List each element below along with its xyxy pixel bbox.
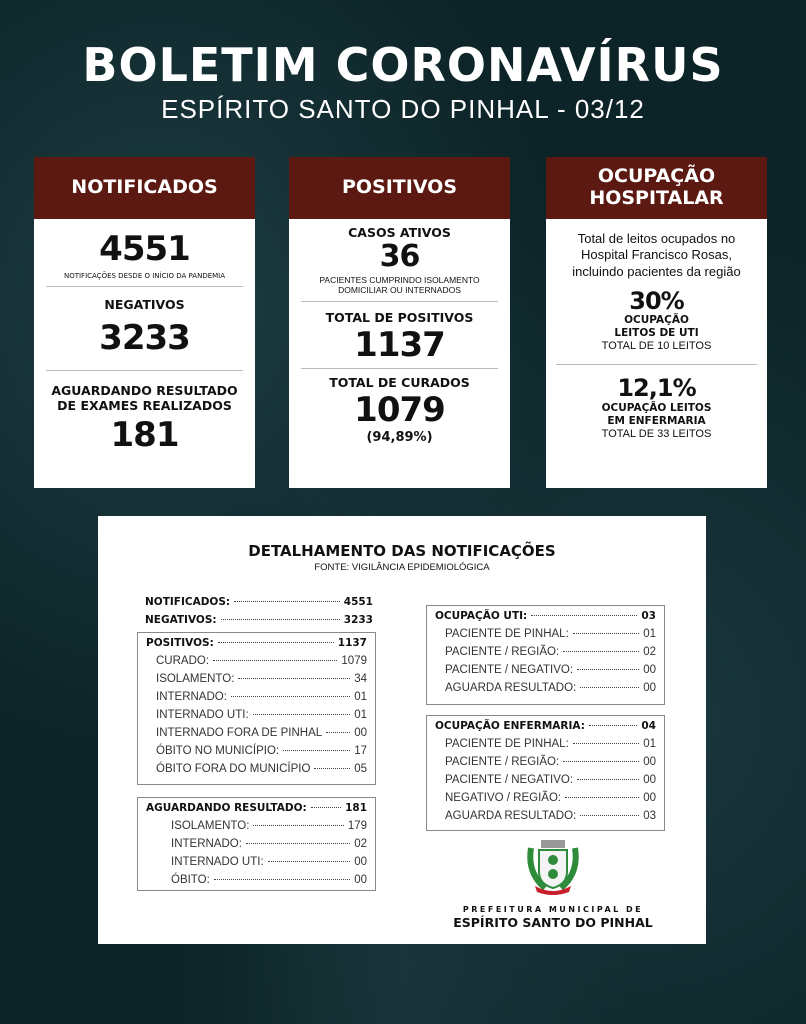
card-header: POSITIVOS — [289, 157, 510, 219]
ward-label: EM ENFERMARIA — [607, 414, 706, 427]
dot-leader — [238, 678, 350, 679]
item-label: ISOLAMENTO: — [171, 820, 250, 832]
item-value: 02 — [354, 838, 367, 850]
list-item — [435, 774, 656, 792]
item-value: 00 — [643, 664, 656, 676]
list-item — [146, 727, 367, 745]
description: Hospital Francisco Rosas, — [581, 247, 732, 263]
item-label: INTERNADO UTI: — [156, 709, 249, 721]
item-value: 01 — [354, 691, 367, 703]
item-label: PACIENTE / NEGATIVO: — [445, 664, 574, 676]
card-ocupacao — [546, 157, 767, 488]
list-item — [146, 874, 367, 892]
dot-leader — [565, 797, 639, 798]
summary-list — [145, 596, 373, 632]
item-value: 1079 — [341, 655, 367, 667]
list-item — [146, 655, 367, 673]
dot-leader — [573, 743, 639, 744]
list-item — [435, 628, 656, 646]
header-line: HOSPITALAR — [589, 187, 724, 209]
description: incluindo pacientes da região — [572, 263, 741, 279]
list-item — [146, 673, 367, 691]
dot-leader — [311, 807, 341, 808]
cured-percent: (94,89%) — [366, 429, 433, 445]
dot-leader — [221, 619, 340, 620]
item-value: 181 — [345, 802, 367, 814]
dot-leader — [580, 687, 639, 688]
notified-caption: NOTIFICAÇÕES DESDE O INÍCIO DA PANDEMIA — [63, 272, 226, 281]
negatives-value: 3233 — [99, 318, 190, 359]
dot-leader — [580, 815, 639, 816]
list-item — [435, 610, 656, 628]
item-value: 00 — [354, 856, 367, 868]
item-label: ÓBITO NO MUNICÍPIO: — [156, 745, 280, 757]
list-item — [435, 682, 656, 700]
total-positive-label: TOTAL DE POSITIVOS — [325, 310, 474, 325]
list-item — [435, 792, 656, 810]
municipal-coat-of-arms-icon — [525, 838, 581, 896]
item-label: PACIENTE DE PINHAL: — [445, 738, 569, 750]
item-label: AGUARDA RESULTADO: — [445, 810, 577, 822]
divider — [301, 368, 498, 369]
list-item — [146, 763, 367, 781]
total-positive-value: 1137 — [354, 325, 445, 365]
dot-leader — [577, 779, 639, 780]
list-item — [145, 596, 373, 614]
item-label: ÓBITO: — [171, 874, 210, 886]
footer-line2: ESPÍRITO SANTO DO PINHAL — [453, 915, 653, 930]
uti-label: LEITOS DE UTI — [614, 327, 699, 340]
item-value: 17 — [354, 745, 367, 757]
awaiting-label: DE EXAMES REALIZADOS — [57, 397, 232, 413]
list-item — [435, 738, 656, 756]
list-item — [435, 810, 656, 828]
ward-percent: 12,1% — [617, 374, 696, 403]
list-item — [435, 664, 656, 682]
dot-leader — [214, 879, 350, 880]
item-label: ÓBITO FORA DO MUNICÍPIO — [156, 763, 311, 775]
footer-line1: PREFEITURA MUNICIPAL DE — [462, 905, 644, 914]
awaiting-label: AGUARDANDO RESULTADO — [51, 382, 238, 398]
dot-leader — [573, 633, 639, 634]
list-item — [435, 720, 656, 738]
divider — [46, 370, 243, 371]
item-value: 4551 — [343, 596, 373, 608]
item-value: 03 — [641, 610, 656, 622]
dot-leader — [283, 750, 350, 751]
item-value: 1137 — [337, 637, 367, 649]
enfermaria-box — [426, 715, 665, 831]
item-value: 34 — [354, 673, 367, 685]
active-caption: PACIENTES CUMPRINDO ISOLAMENTO — [319, 275, 480, 285]
list-item — [146, 709, 367, 727]
dot-leader — [531, 615, 637, 616]
item-label: OCUPAÇÃO UTI: — [435, 610, 528, 622]
item-label: PACIENTE DE PINHAL: — [445, 628, 569, 640]
item-value: 179 — [347, 820, 367, 832]
card-notificados — [34, 157, 255, 488]
active-caption: DOMICILIAR OU INTERNADOS — [338, 285, 461, 295]
card-header — [546, 157, 767, 219]
item-label: PACIENTE / REGIÃO: — [445, 756, 560, 768]
dot-leader — [326, 732, 350, 733]
positivos-box — [137, 632, 376, 785]
dot-leader — [246, 843, 350, 844]
list-item — [146, 856, 367, 874]
page-subtitle: ESPÍRITO SANTO DO PINHAL - 03/12 — [161, 94, 645, 124]
item-value: 00 — [354, 874, 367, 886]
dot-leader — [253, 714, 351, 715]
list-item — [435, 646, 656, 664]
dot-leader — [563, 761, 639, 762]
item-label: INTERNADO: — [171, 838, 242, 850]
item-value: 00 — [354, 727, 367, 739]
list-item — [146, 820, 367, 838]
dot-leader — [218, 642, 334, 643]
awaiting-value: 181 — [110, 414, 179, 455]
item-label: INTERNADO FORA DE PINHAL — [156, 727, 323, 739]
item-value: 03 — [643, 810, 656, 822]
item-label: PACIENTE / REGIÃO: — [445, 646, 560, 658]
item-value: 05 — [354, 763, 367, 775]
ward-total: TOTAL DE 33 LEITOS — [601, 427, 712, 440]
uti-total: TOTAL DE 10 LEITOS — [601, 340, 712, 353]
list-item — [146, 802, 367, 820]
divider — [556, 364, 757, 365]
dot-leader — [563, 651, 639, 652]
description: Total de leitos ocupados no — [577, 231, 736, 246]
divider — [301, 301, 498, 302]
item-label: POSITIVOS: — [146, 637, 214, 649]
item-label: NEGATIVO / REGIÃO: — [445, 792, 562, 804]
card-positivos — [289, 157, 510, 488]
list-item — [435, 756, 656, 774]
list-item — [146, 637, 367, 655]
list-item — [146, 745, 367, 763]
item-label: ISOLAMENTO: — [156, 673, 235, 685]
item-label: OCUPAÇÃO ENFERMARIA: — [435, 720, 585, 732]
card-header: NOTIFICADOS — [34, 157, 255, 219]
item-label: INTERNADO UTI: — [171, 856, 264, 868]
item-label: AGUARDA RESULTADO: — [445, 682, 577, 694]
item-label: PACIENTE / NEGATIVO: — [445, 774, 574, 786]
item-value: 02 — [643, 646, 656, 658]
detail-source: FONTE: VIGILÂNCIA EPIDEMIOLÓGICA — [314, 562, 490, 573]
detail-panel — [98, 516, 706, 944]
item-label: CURADO: — [156, 655, 210, 667]
item-value: 00 — [643, 756, 656, 768]
list-item — [146, 691, 367, 709]
item-value: 01 — [643, 628, 656, 640]
item-value: 04 — [641, 720, 656, 732]
notified-total: 4551 — [99, 229, 190, 269]
item-value: 01 — [354, 709, 367, 721]
dot-leader — [253, 825, 343, 826]
uti-percent: 30% — [629, 286, 684, 315]
uti-label: OCUPAÇÃO — [624, 314, 689, 327]
dot-leader — [268, 861, 351, 862]
detail-title: DETALHAMENTO DAS NOTIFICAÇÕES — [248, 542, 556, 560]
cured-value: 1079 — [354, 390, 445, 431]
item-label: NOTIFICADOS: — [145, 596, 231, 608]
item-value: 00 — [643, 682, 656, 694]
active-label: CASOS ATIVOS — [348, 225, 451, 240]
negatives-label: NEGATIVOS — [104, 297, 185, 313]
dot-leader — [234, 601, 340, 602]
active-value: 36 — [379, 239, 420, 274]
divider — [46, 286, 243, 287]
list-item — [146, 838, 367, 856]
header-line: OCUPAÇÃO — [597, 165, 716, 188]
item-label: INTERNADO: — [156, 691, 227, 703]
item-label: NEGATIVOS: — [145, 614, 217, 626]
dot-leader — [589, 725, 637, 726]
item-value: 00 — [643, 792, 656, 804]
dot-leader — [314, 768, 350, 769]
ward-label: OCUPAÇÃO LEITOS — [601, 401, 712, 414]
item-label: AGUARDANDO RESULTADO: — [146, 802, 307, 814]
dot-leader — [231, 696, 350, 697]
item-value: 3233 — [343, 614, 373, 626]
item-value: 00 — [643, 774, 656, 786]
item-value: 01 — [643, 738, 656, 750]
uti-box — [426, 605, 665, 705]
list-item — [145, 614, 373, 632]
aguardando-box — [137, 797, 376, 891]
dot-leader — [577, 669, 639, 670]
page-title: BOLETIM CORONAVÍRUS — [82, 38, 724, 92]
cured-label: TOTAL DE CURADOS — [329, 375, 470, 391]
dot-leader — [213, 660, 337, 661]
